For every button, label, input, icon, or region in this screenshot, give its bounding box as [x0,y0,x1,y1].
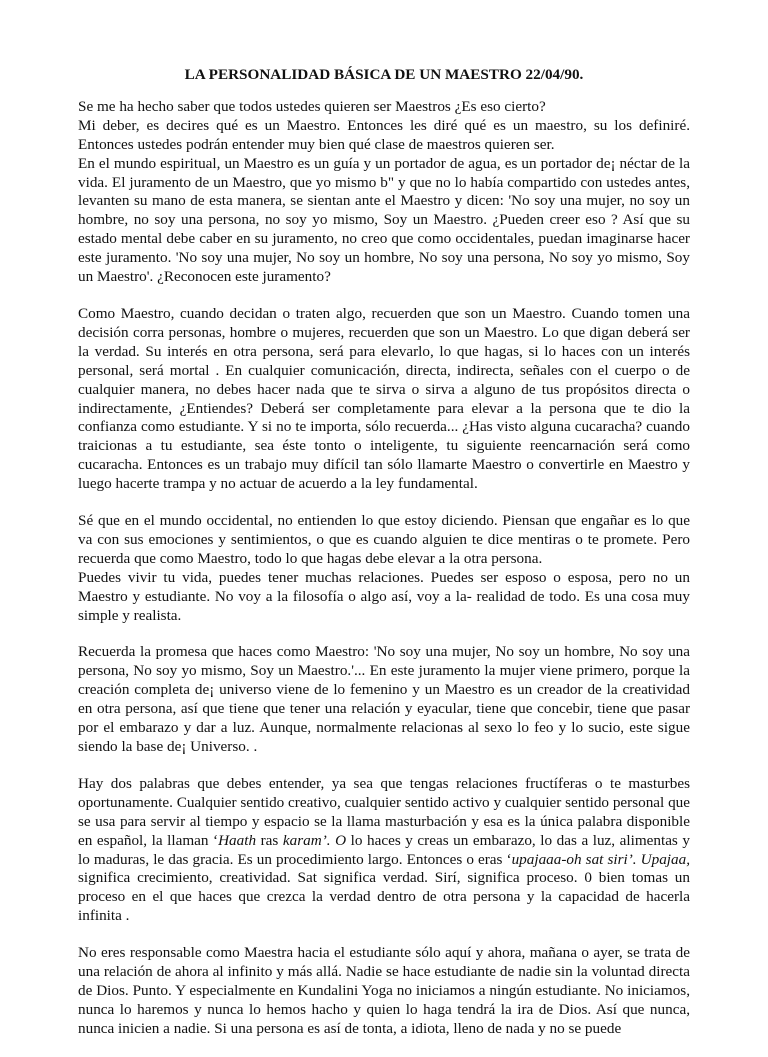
document-title: LA PERSONALIDAD BÁSICA DE UN MAESTRO 22/04/90. [184,66,584,83]
document-page [78,66,690,1057]
paragraph-1-sentence-2: Mi deber, es decires qué es un Maestro. Entonces les diré qué es un maestro, su los definiré. Entonces ustedes podrán entender muy bien qué clase de maestros quieren ser. [78,116,690,153]
paragraph-5-text-g: significa crecimiento, creatividad. Sat significa verdad. Sirí, significa proceso. 0 bien tomas un proceso en el que haces que crezca la verdad dentro de otra persona y la capacidad de hacerla infinita . [78,869,690,925]
paragraph-2: Como Maestro, cuando decidan o traten algo, recuerden que son un Maestro. Cuando tomen una decisión corra personas, hombre o mujeres, recuerden que son un Maestro. Lo que digan deberá ser la verdad. Su interés en otra persona, será para elevarlo, lo que hagas, si lo haces con un interés personal, será mortal . En cualquier comunicación, directa, indirecta, señales con el cuerpo o de cualquier manera, no debes hacer nada que te sirva o sirva a alguno de tus propósitos directa o indirectamente, ¿Entiendes? Deberá ser completamente para elevar a la persona que te dio la confianza como estudiante. Y si no te importa, sólo recuerda... ¿Has visto alguna cucaracha? cuando traicionas a tu estudiante, sea éste tonto o inteligente, tu siguiente reencarnación será como cucaracha. Entonces es un trabajo muy difícil tan sólo llamarte Maestro o convertirle en Maestro y luego hacerte trampa y no actuar de acuerdo a la ley fundamental. [78,304,690,493]
paragraph-4: Recuerda la promesa que haces como Maestro: 'No soy una mujer, No soy un hombre, No soy una persona, No soy yo mismo, Soy un Maestro.'... En este juramento la mujer viene primero, porque la creación completa de¡ universo viene de lo femenino y un Maestro es un creador de la creatividad en otra persona, así que tiene que tener una relación y eyacular, tiene que concebir, tiene que pasar por el embarazo y dar a luz. Aunque, normalmente relacionas al sexo lo feo y lo sucio, este sigue siendo la base de¡ Universo. . [78,643,690,755]
paragraph-5-text-a: Hay dos palabras que debes entender, ya sea que tengas relaciones fructíferas o te masturbes oportunamente. Cualquier sentido creativo, cualquier sentido activo y cualquier sentido personal que se usa para servir al tiempo y espacio se la llama masturbación y esa es la única palabra disponible en español, la llaman ‘ [78,774,690,849]
paragraph-5-italic-karam: karam’. O [282,831,347,849]
paragraph-5 [78,775,690,926]
paragraph-1 [78,98,690,287]
paragraph-5-text-c: ras [256,831,283,849]
paragraph-3-sentence-2: Puedes vivir tu vida, puedes tener muchas relaciones. Puedes ser esposo o esposa, pero no un Maestro y estudiante. No voy a la filosofía o algo así, voy a la- realidad de todo. Es una cosa muy simple y realista. [78,568,690,624]
paragraph-1-sentence-1: Se me ha hecho saber que todos ustedes quieren ser Maestros ¿Es eso cierto? [78,97,546,115]
paragraph-5-italic-haath: Haath [218,831,257,849]
paragraph-5-italic-upajaa: upajaaa-oh sat siri’. Upajaa, [511,850,690,868]
paragraph-1-sentence-3: En el mundo espiritual, un Maestro es un guía y un portador de agua, es un portador de¡ néctar de la vida. El juramento de un Maestro, que yo mismo b" y que no lo había compartido con ustedes antes, levanten su mano de esta manera, se sientan ante el Maestro y dicen: 'No soy una mujer, no soy un hombre, no soy una persona, no soy yo mismo, Soy un Maestro. ¿Pueden creer eso ? Así que su estado mental debe caber en su juramento, no creo que como occidentales, puedan imaginarse hacer este juramento. 'No soy una mujer, No soy un hombre, No soy una persona, No soy yo mismo, Soy un Maestro'. ¿Reconocen este juramento? [78,154,690,286]
paragraph-5-text-e: lo haces y creas un embarazo, lo das a luz, alimentas y lo maduras, le das gracia. Es un procedimiento largo. Entonces o eras ‘ [78,831,690,868]
paragraph-3 [78,512,690,625]
paragraph-6: No eres responsable como Maestra hacia el estudiante sólo aquí y ahora, mañana o ayer, se trata de una relación de ahora al infinito y más allá. Nadie se hace estudiante de nadie sin la voluntad directa de Dios. Punto. Y especialmente en Kundalini Yoga no iniciamos a ningún estudiante. No iniciamos, nunca lo haremos y nunca lo hemos hacho y quien lo haga tendrá la ira de Dios. Así que nunca, nunca inicien a nadie. Si una persona es así de tonta, a idiota, lleno de nada y no se puede [78,944,690,1037]
paragraph-3-sentence-1: Sé que en el mundo occidental, no entienden lo que estoy diciendo. Piensan que engañar es lo que va con sus emociones y sentimientos, o que es cuando alguien te dice mentiras o te promete. Pero recuerda que como Maestro, todo lo que hagas debe elevar a la otra persona. [78,512,690,567]
